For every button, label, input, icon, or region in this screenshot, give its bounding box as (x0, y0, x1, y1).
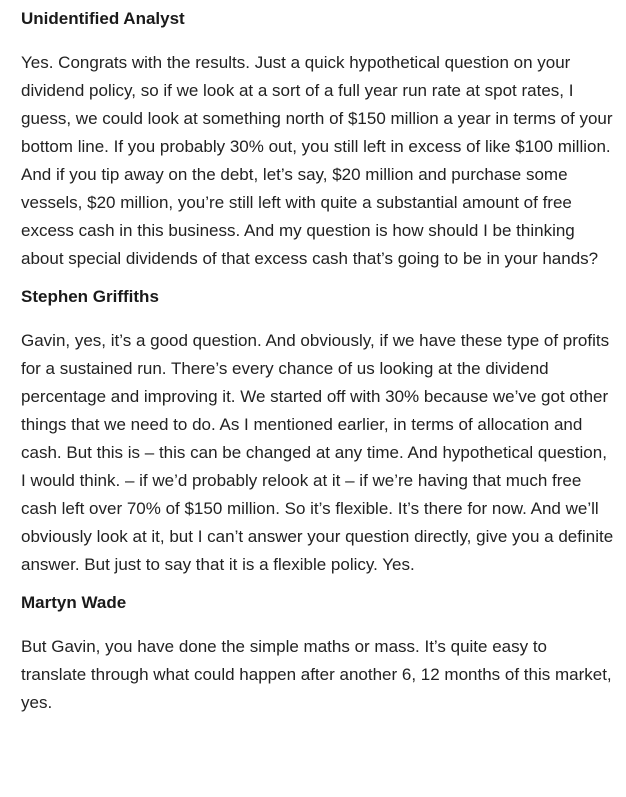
speech-text: Yes. Congrats with the results. Just a quick hypothetical question on your dividend policy, so if we look at a sort of a full year run rate at spot rates, I guess, we could look at something north of $150 million a year in terms of your bottom line. If you probably 30% out, you still left in excess of like $100 million. And if you tip away on the debt, let’s say, $20 million and purchase some vessels, $20 million, you’re still left with quite a substantial amount of free excess cash in this business. And my question is how should I be thinking about special dividends of that excess cash that’s going to be in your hands? (21, 53, 613, 268)
speaker-name: Stephen Griffiths (21, 287, 159, 306)
speech-text: Gavin, yes, it’s a good question. And obviously, if we have these type of profits for a sustained run. There’s every chance of us looking at the dividend percentage and improving it. We started off with 30% because we’ve got other things that we need to do. As I mentioned earlier, in terms of allocation and cash. But this is – this can be changed at any time. And hypothetical question, I would think. – if we’d probably relook at it – if we’re having that much free cash left over 70% of $150 million. So it’s flexible. It’s there for now. And we’ll obviously look at it, but I can’t answer your question directly, give you a definite answer. But just to say that it is a flexible policy. Yes. (21, 331, 614, 574)
speaker-block-wade (21, 592, 616, 717)
speaker-block-griffiths (21, 286, 616, 579)
speaker-name: Unidentified Analyst (21, 9, 185, 28)
speech-text: But Gavin, you have done the simple maths or mass. It’s quite easy to translate through what could happen after another 6, 12 months of this market, yes. (21, 637, 612, 712)
speaker-block-analyst (21, 8, 616, 273)
speaker-name: Martyn Wade (21, 593, 127, 612)
